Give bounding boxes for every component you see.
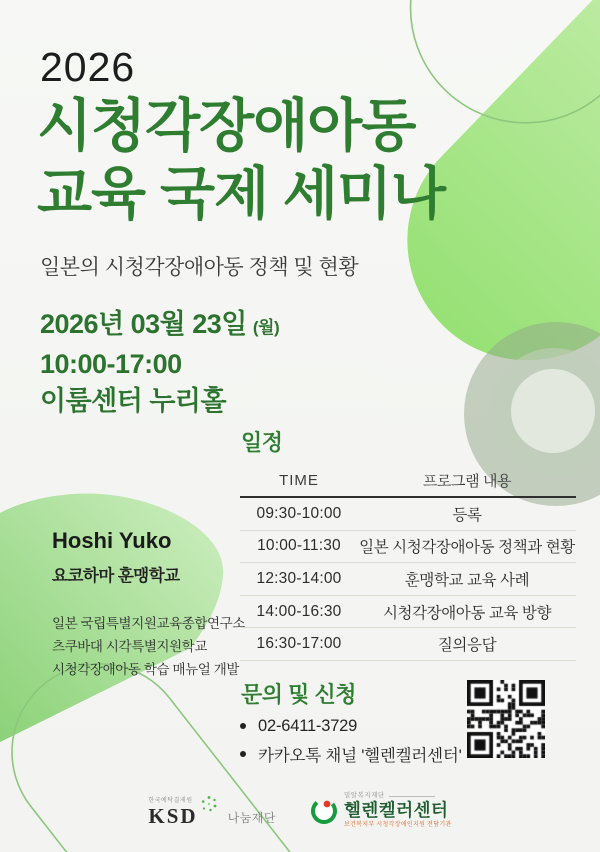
table-row [240,531,576,564]
helen-logo-text: 헬렌켈러센터 [343,799,449,820]
title-line-1: 시청각장애아동 [37,94,416,158]
table-row [240,498,576,531]
cell-time: 16:30-17:00 [256,635,342,653]
table-row [240,628,576,661]
year-label: 2026 [40,44,136,90]
speaker-info [52,528,245,681]
contact-list [240,712,462,768]
schedule-header-row [240,464,576,498]
helen-logo-sub-text: 보건복지부 시청각장애인지원 전담기관 [343,822,452,828]
cell-time: 12:30-14:00 [256,569,342,587]
title-line-2: 교육 국제 세미나 [37,162,446,227]
event-time: 10:00-17:00 [40,349,182,379]
col-header-time: TIME [279,471,319,489]
contact-kakao-channel: 카카오톡 채널 '헬렌켈러센터' [258,747,462,765]
cell-program: 질의응답 [437,637,497,655]
speaker-name: Hoshi Yuko [52,528,172,553]
schedule-table [240,464,576,661]
table-row [240,596,576,629]
helen-keller-center-logo [310,793,452,828]
helen-keller-icon [310,797,338,825]
ksd-logo-top-text: 한국예탁결제원 [148,797,193,804]
cell-time: 09:30-10:00 [256,504,342,522]
sparkle-icon [200,795,218,813]
col-header-program: 프로그램 내용 [422,472,512,490]
speaker-affiliation: 요코하마 훈맹학교 [52,567,180,585]
divider-line [389,796,435,797]
cell-time: 10:00-11:30 [257,537,341,555]
speaker-bio-line: 시청각장애아동 학습 매뉴얼 개발 [52,662,240,677]
cell-program: 등록 [452,506,482,524]
contact-heading: 문의 및 신청 [241,682,356,707]
ksd-logo-text: KSD [148,803,198,828]
ksd-foundation-logo [148,795,276,827]
footer-logos [0,793,600,828]
event-date-main: 2026년 03월 23일 [40,309,247,339]
cell-program: 훈맹학교 교육 사례 [404,571,530,589]
poster-subtitle: 일본의 시청각장애아동 정책 및 현황 [40,256,359,279]
table-row [240,563,576,596]
contact-phone: 02-6411-3729 [258,716,358,735]
speaker-bio [52,612,245,681]
event-date [40,306,279,346]
event-date-day: (월) [252,318,280,337]
helen-logo-top-text [344,793,452,800]
list-item [240,740,462,768]
speaker-bio-line: 일본 국립특별지원교육종합연구소 [52,616,245,631]
helen-top-label: 밀알복지재단 [343,792,385,799]
ksd-logo-sub-text: 나눔재단 [227,810,276,825]
bullet-icon [240,751,246,757]
speaker-bio-line: 츠쿠바대 시각특별지원학교 [52,639,208,654]
cell-program: 시청각장애아동 교육 방향 [382,604,552,622]
schedule-heading: 일정 [241,430,283,455]
bullet-icon [240,723,246,729]
event-details [40,306,279,420]
poster-title [37,92,445,229]
cell-program: 일본 시청각장애아동 정책과 현황 [359,539,575,557]
event-venue: 이룸센터 누리홀 [40,386,227,416]
list-item [240,712,462,740]
cell-time: 14:00-16:30 [256,602,342,620]
qr-code [467,680,545,758]
